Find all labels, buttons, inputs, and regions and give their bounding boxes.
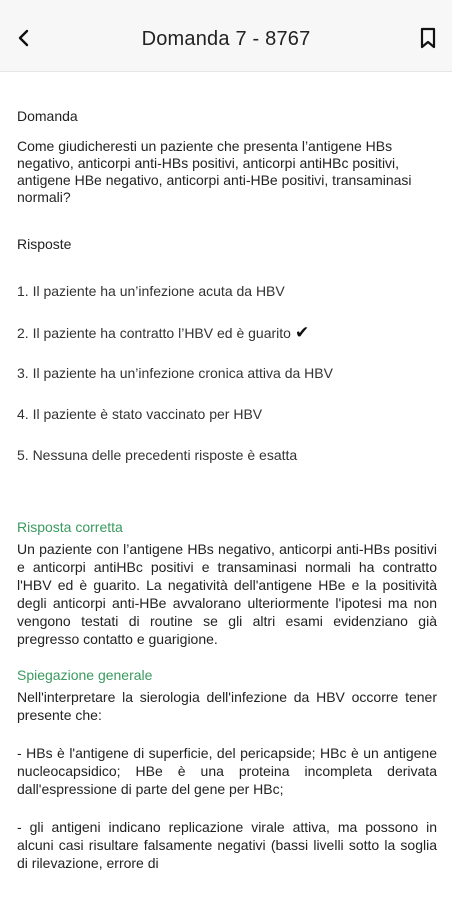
top-app-bar: [0, 0, 452, 72]
explanation-paragraph: - gli antigeni indicano replicazione virale attiva, ma possono in alcuni casi risultare falsamente negativi (bassi livelli sotto la soglia di rilevazione, errore di: [17, 819, 437, 871]
answer-label: 5. Nessuna delle precedenti risposte è esatta: [17, 447, 298, 463]
question-text: Come giudicheresti un paziente che presenta l’antigene HBs negativo, anticorpi anti-HBs positivi, anticorpi antiHBc positivi, antigene HBe negativo, anticorpi anti-HBe positivi, transaminasi normali?: [17, 138, 412, 205]
answer-option-5[interactable]: [17, 447, 437, 464]
answer-label: 4. Il paziente è stato vaccinato per HBV: [17, 406, 263, 422]
question-content: [17, 108, 437, 872]
answer-option-4[interactable]: [17, 406, 437, 423]
answer-label: 2. Il paziente ha contratto l’HBV ed è guarito: [17, 325, 291, 341]
answer-option-1[interactable]: [17, 283, 437, 300]
answer-label: 3. Il paziente ha un’infezione cronica attiva da HBV: [17, 365, 333, 381]
answer-label: 1. Il paziente ha un’infezione acuta da HBV: [17, 283, 285, 299]
correct-check-icon: ✔: [294, 323, 310, 342]
explanation-heading: Spiegazione generale: [17, 667, 153, 683]
answer-option-3[interactable]: [17, 365, 437, 382]
explanation-paragraph: - HBs è l'antigene di superficie, del pericapside; HBc è un antigene nucleocapsidico; HBe è una proteina incompleta derivata dall'espressione di parte del gene per HBc;: [17, 745, 437, 797]
bookmark-button[interactable]: [414, 24, 442, 52]
question-heading: Domanda: [17, 108, 78, 124]
page-title: Domanda 7 - 8767: [141, 28, 311, 50]
bookmark-icon: [419, 27, 437, 49]
answers-heading: Risposte: [17, 236, 72, 252]
correct-answer-text: Un paziente con l’antigene HBs negativo, anticorpi anti-HBs positivi e anticorpi antiHBc positivi e transaminasi normali ha contratto l'HBV ed è guarito. La negatività dell'antigene HBe e la positività degli anticorpi anti-HBe avvalorano ulteriormente l'ipotesi ma non vengono testati di routine se gli altri esami evidenziano già pregresso contatto e guarigione.: [17, 541, 437, 647]
correct-answer-heading: Risposta corretta: [17, 519, 123, 535]
answer-option-2[interactable]: [17, 324, 437, 341]
explanation-paragraph: Nell'interpretare la sierologia dell'infezione da HBV occorre tener presente che:: [17, 689, 437, 723]
